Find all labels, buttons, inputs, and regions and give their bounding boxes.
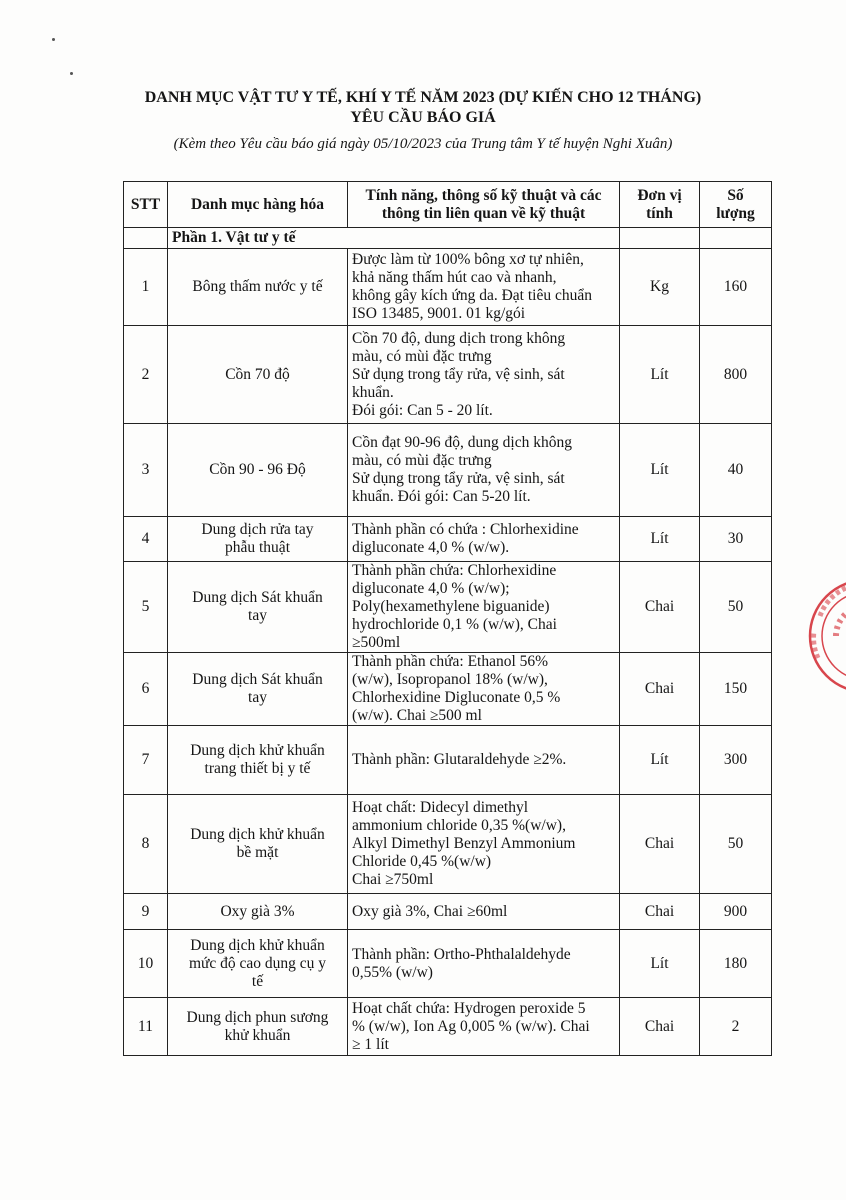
- spec-line: ≥ 1 lít: [352, 1035, 389, 1053]
- row-quantity: 2: [700, 998, 772, 1056]
- table-row: [124, 894, 772, 930]
- row-unit: Lít: [620, 326, 700, 424]
- spec-line: khả năng thấm hút cao và nhanh,: [352, 269, 557, 286]
- spec-line: Chloride 0,45 %(w/w): [352, 853, 492, 870]
- spec-line: Thành phần có chứa : Chlorhexidine: [352, 521, 579, 538]
- row-unit: Kg: [620, 249, 700, 326]
- section-empty-cell: [620, 228, 700, 249]
- spec-line: Thành phần chứa: Chlorhexidine: [352, 562, 557, 579]
- row-quantity: 160: [700, 249, 772, 326]
- row-stt: 3: [124, 424, 168, 517]
- spec-line: Được làm từ 100% bông xơ tự nhiên,: [352, 251, 584, 268]
- row-spec: [348, 894, 620, 930]
- table-row: [124, 726, 772, 795]
- spec-line: hydrochloride 0,1 % (w/w), Chai: [352, 616, 557, 633]
- row-spec: [348, 726, 620, 795]
- row-spec: [348, 424, 620, 517]
- row-unit: Lít: [620, 930, 700, 998]
- section-empty-cell: [700, 228, 772, 249]
- row-unit: Chai: [620, 894, 700, 930]
- spec-line: Sử dụng trong tẩy rửa, vệ sinh, sát: [352, 470, 565, 487]
- table-row: [124, 795, 772, 894]
- item-name-line: Cồn 70 độ: [225, 365, 290, 383]
- spec-line: Alkyl Dimethyl Benzyl Ammonium: [352, 835, 576, 852]
- section-empty-cell: [124, 228, 168, 249]
- spec-line: không gây kích ứng da. Đạt tiêu chuẩn: [352, 287, 592, 304]
- row-quantity: 300: [700, 726, 772, 795]
- item-name-line: trang thiết bị y tế: [204, 760, 311, 777]
- spec-line: ≥500ml: [352, 634, 401, 651]
- row-quantity: 30: [700, 517, 772, 562]
- header-spec-line2: thông tin liên quan về kỹ thuật: [381, 204, 586, 222]
- item-name-line: Dung dịch rửa tay: [201, 521, 314, 538]
- row-unit: Lít: [620, 726, 700, 795]
- spec-line: khuẩn. Đói gói: Can 5-20 lít.: [352, 488, 531, 505]
- row-item-name: [168, 424, 348, 517]
- row-quantity: 40: [700, 424, 772, 517]
- scan-speck: [52, 38, 55, 41]
- header-name: Danh mục hàng hóa: [168, 182, 348, 228]
- spec-line: % (w/w), Ion Ag 0,005 % (w/w). Chai: [352, 1017, 590, 1035]
- row-quantity: 180: [700, 930, 772, 998]
- row-stt: 10: [124, 930, 168, 998]
- spec-line: Hoạt chất chứa: Hydrogen peroxide 5: [352, 999, 586, 1017]
- row-item-name: [168, 562, 348, 653]
- row-stt: 5: [124, 562, 168, 653]
- row-item-name: [168, 795, 348, 894]
- header-spec-line1: Tính năng, thông số kỹ thuật và các: [365, 186, 602, 204]
- row-spec: [348, 795, 620, 894]
- document-title-line2: YÊU CẦU BÁO GIÁ: [350, 109, 496, 126]
- row-stt: 11: [124, 998, 168, 1056]
- item-name-line: Cồn 90 - 96 Độ: [209, 461, 306, 478]
- row-item-name: [168, 653, 348, 726]
- row-spec: [348, 249, 620, 326]
- item-name-line: tay: [248, 689, 267, 706]
- row-item-name: [168, 930, 348, 998]
- row-unit: Chai: [620, 653, 700, 726]
- table-row: [124, 517, 772, 562]
- row-stt: 2: [124, 326, 168, 424]
- spec-line: (w/w), Isopropanol 18% (w/w),: [352, 671, 548, 688]
- row-unit: Chai: [620, 795, 700, 894]
- scan-speck: [70, 72, 73, 75]
- row-quantity: 900: [700, 894, 772, 930]
- spec-line: digluconate 4,0 % (w/w);: [352, 580, 510, 597]
- row-stt: 6: [124, 653, 168, 726]
- table-row: [124, 998, 772, 1056]
- row-unit: Lít: [620, 517, 700, 562]
- row-spec: [348, 562, 620, 653]
- row-unit: Lít: [620, 424, 700, 517]
- section-label: Phần 1. Vật tư y tế: [168, 228, 620, 249]
- spec-line: màu, có mùi đặc trưng: [352, 347, 492, 365]
- row-unit: Chai: [620, 998, 700, 1056]
- item-name-line: mức độ cao dụng cụ y: [188, 954, 327, 972]
- spec-line: Cồn 70 độ, dung dịch trong không: [352, 329, 566, 347]
- row-spec: [348, 930, 620, 998]
- section-row: [124, 228, 772, 249]
- row-spec: [348, 517, 620, 562]
- table-row: [124, 653, 772, 726]
- table-row: [124, 249, 772, 326]
- spec-line: Sử dụng trong tẩy rửa, vệ sinh, sát: [352, 365, 565, 383]
- header-unit-line1: Đơn vị: [637, 186, 682, 204]
- item-name-line: tay: [248, 607, 267, 624]
- item-name-line: Dung dịch phun sương: [186, 1008, 329, 1026]
- spec-line: Chai ≥750ml: [352, 871, 434, 888]
- spec-line: Cồn đạt 90-96 độ, dung dịch không: [352, 434, 572, 451]
- row-stt: 8: [124, 795, 168, 894]
- supplies-table: [123, 181, 772, 1056]
- item-name-line: khử khuẩn: [224, 1026, 291, 1044]
- row-stt: 7: [124, 726, 168, 795]
- header-qty-line2: lượng: [716, 204, 755, 222]
- spec-line: Thành phần: Glutaraldehyde ≥2%.: [352, 751, 567, 768]
- item-name-line: Dung dịch khử khuẩn: [190, 826, 325, 843]
- spec-line: 0,55% (w/w): [352, 963, 433, 981]
- spec-line: (w/w). Chai ≥500 ml: [352, 707, 482, 724]
- header-qty-line1: Số: [727, 186, 744, 204]
- row-spec: [348, 998, 620, 1056]
- row-spec: [348, 653, 620, 726]
- spec-line: màu, có mùi đặc trưng: [352, 452, 492, 469]
- spec-line: Thành phần chứa: Ethanol 56%: [352, 653, 549, 670]
- spec-line: Hoạt chất: Didecyl dimethyl: [352, 799, 529, 816]
- row-item-name: [168, 726, 348, 795]
- row-item-name: [168, 249, 348, 326]
- row-stt: 9: [124, 894, 168, 930]
- spec-line: Oxy già 3%, Chai ≥60ml: [352, 902, 508, 920]
- spec-line: Đói gói: Can 5 - 20 lít.: [352, 401, 493, 419]
- row-stt: 4: [124, 517, 168, 562]
- row-spec: [348, 326, 620, 424]
- document-subtitle: (Kèm theo Yêu cầu báo giá ngày 05/10/2023 của Trung tâm Y tế huyện Nghi Xuân): [173, 136, 673, 152]
- document-title-line1: DANH MỤC VẬT TƯ Y TẾ, KHÍ Y TẾ NĂM 2023 (DỰ KIẾN CHO 12 THÁNG): [144, 89, 702, 106]
- row-quantity: 800: [700, 326, 772, 424]
- header-unit: [620, 182, 700, 228]
- row-quantity: 150: [700, 653, 772, 726]
- item-name-line: Dung dịch Sát khuẩn: [192, 589, 323, 606]
- spec-line: digluconate 4,0 % (w/w).: [352, 539, 510, 556]
- row-quantity: 50: [700, 795, 772, 894]
- item-name-line: Oxy già 3%: [220, 902, 295, 920]
- header-spec: [348, 182, 620, 228]
- item-name-line: Dung dịch khử khuẩn: [190, 936, 325, 954]
- item-name-line: tế: [251, 972, 264, 990]
- row-stt: 1: [124, 249, 168, 326]
- table-row: [124, 424, 772, 517]
- item-name-line: Dung dịch khử khuẩn: [190, 742, 325, 759]
- item-name-line: bề mặt: [236, 844, 279, 861]
- table-row: [124, 326, 772, 424]
- item-name-line: Dung dịch Sát khuẩn: [192, 671, 323, 688]
- header-stt: STT: [124, 182, 168, 228]
- table-header-row: [124, 182, 772, 228]
- official-seal: [806, 576, 846, 696]
- header-unit-line2: tính: [646, 204, 673, 222]
- row-item-name: [168, 894, 348, 930]
- table-row: [124, 562, 772, 653]
- row-item-name: [168, 326, 348, 424]
- row-unit: Chai: [620, 562, 700, 653]
- spec-line: ISO 13485, 9001. 01 kg/gói: [352, 305, 526, 322]
- spec-line: Chlorhexidine Digluconate 0,5 %: [352, 689, 561, 706]
- row-quantity: 50: [700, 562, 772, 653]
- table-row: [124, 930, 772, 998]
- header-qty: [700, 182, 772, 228]
- spec-line: Poly(hexamethylene biguanide): [352, 598, 550, 615]
- row-item-name: [168, 998, 348, 1056]
- spec-line: Thành phần: Ortho-Phthalaldehyde: [352, 945, 571, 963]
- spec-line: ammonium chloride 0,35 %(w/w),: [352, 817, 566, 834]
- row-item-name: [168, 517, 348, 562]
- item-name-line: Bông thấm nước y tế: [192, 278, 323, 295]
- spec-line: khuẩn.: [352, 383, 394, 401]
- item-name-line: phẫu thuật: [225, 539, 290, 556]
